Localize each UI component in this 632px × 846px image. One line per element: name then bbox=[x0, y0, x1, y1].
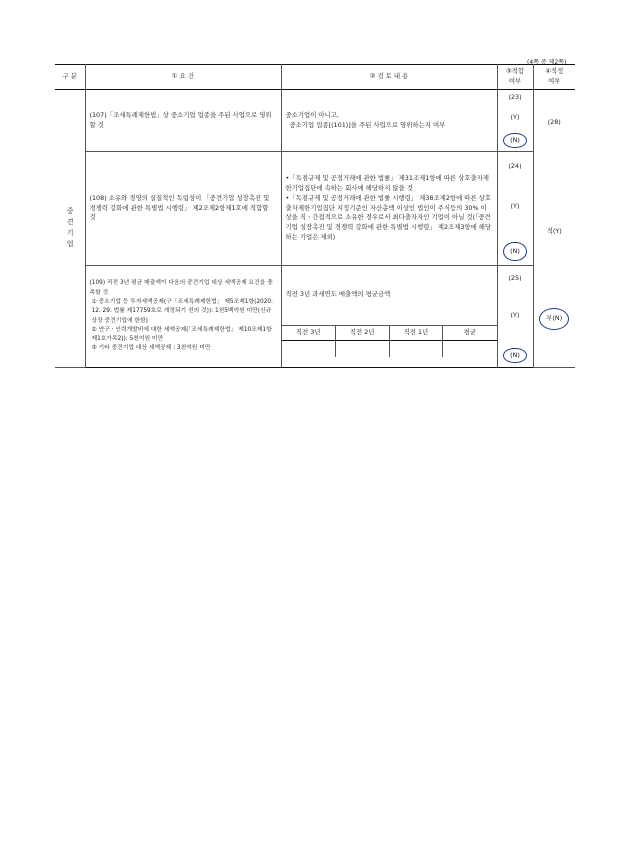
answer-yes-25[interactable]: (Y) bbox=[510, 310, 520, 319]
answer-unsuitable-circled[interactable]: 부(N) bbox=[539, 308, 569, 330]
code-28: (28) bbox=[547, 117, 561, 126]
requirement-108: (108) 소유와 경영의 실질적인 독립성이 「중견기업 성장촉진 및 경쟁력 강화에 관한 특별법 시행령」 제2조제2항제1호에 적합할 것 bbox=[85, 152, 281, 266]
review-107-line1: 중소기업이 아니고, bbox=[285, 110, 339, 119]
code-23: (23) bbox=[508, 92, 522, 101]
answer-yes-23[interactable]: (Y) bbox=[510, 112, 520, 121]
table-row bbox=[55, 152, 575, 266]
requirement-109-item2: ② 연구ㆍ인력개발비에 대한 세액공제(「조세특례제한법」 제10조제1항제1호가목2)): 5천억원 미만 bbox=[91, 326, 272, 343]
header-suitability bbox=[497, 65, 533, 90]
table-header-row bbox=[55, 65, 575, 90]
sales-table bbox=[282, 325, 497, 357]
sales-header-3y: 직전 3년 bbox=[282, 326, 336, 341]
sales-header-2y: 직전 2년 bbox=[335, 326, 389, 341]
sales-value-2y[interactable] bbox=[335, 341, 389, 358]
review-109-text: 직전 3년 과세연도 매출액의 평균금액 bbox=[285, 289, 391, 298]
sales-value-row bbox=[282, 341, 497, 358]
overall-adequacy bbox=[533, 90, 575, 368]
header-suitability-line1: ③적합 bbox=[505, 67, 525, 76]
requirement-109-title: (109) 직전 3년 평균 매출액이 다음의 중견기업 대상 세액공제 요건을 충족할 것 bbox=[89, 280, 273, 296]
answer-no-24-circled[interactable]: (N) bbox=[503, 242, 527, 262]
header-requirement: ① 요 건 bbox=[85, 65, 281, 90]
answer-no-23-circled[interactable]: (N) bbox=[503, 133, 527, 149]
review-109 bbox=[281, 266, 497, 368]
requirement-107: (107)「조세특례제한법」상 중소기업 업종을 주된 사업으로 영위할 것 bbox=[85, 90, 281, 152]
code-25: (25) bbox=[508, 273, 522, 282]
sales-header-1y: 직전 1년 bbox=[389, 326, 443, 341]
header-adequacy-line2: 여부 bbox=[548, 77, 561, 85]
mid-sized-company-checklist-table bbox=[55, 64, 575, 368]
sales-value-1y[interactable] bbox=[389, 341, 443, 358]
answer-suitable[interactable]: 적(Y) bbox=[546, 227, 562, 236]
code-24: (24) bbox=[508, 161, 522, 170]
suitability-108 bbox=[497, 152, 533, 266]
header-category: 구 분 bbox=[55, 65, 85, 90]
suitability-109 bbox=[497, 266, 533, 368]
review-108 bbox=[281, 152, 497, 266]
review-108-bullet1: •「독점규제 및 공정거래에 관한 법률」 제31조제1항에 따른 상호출자제한기업집단에 속하는 회사에 해당하지 않을 것 bbox=[285, 173, 489, 192]
header-suitability-line2: 여부 bbox=[508, 77, 522, 85]
answer-no-25-circled[interactable]: (N) bbox=[503, 348, 527, 364]
page-number-note: (4쪽 중 제2쪽) bbox=[527, 59, 567, 66]
sales-header-row bbox=[282, 326, 497, 341]
requirement-109-item3: ③ 기타 중견기업 대상 세액공제 : 3천억원 미만 bbox=[91, 345, 211, 352]
sales-value-avg[interactable] bbox=[443, 341, 497, 358]
requirement-109 bbox=[85, 266, 281, 368]
header-review: ② 검 토 내 용 bbox=[281, 65, 497, 90]
sales-header-avg: 평균 bbox=[443, 326, 497, 341]
table-row bbox=[55, 90, 575, 152]
header-adequacy-line1: ④적정 bbox=[545, 67, 564, 76]
review-107 bbox=[281, 90, 497, 152]
review-107-line2: 중소기업 업종[(101)]을 주된 사업으로 영위하는지 여부 bbox=[289, 120, 446, 129]
sales-value-3y[interactable] bbox=[282, 341, 336, 358]
requirement-109-item1: ① 중소기업 등 투자세액공제(구「조세특례제한법」 제5조제1항(2020. 12. 29. 법률 제17759호로 개정되기 전의 것)): 1천5백억원 미만(신규상장 중견기업에 한함) bbox=[91, 298, 273, 324]
suitability-107 bbox=[497, 90, 533, 152]
category-label: 중견기업 bbox=[55, 90, 85, 368]
table-row bbox=[55, 266, 575, 368]
answer-yes-24[interactable]: (Y) bbox=[510, 201, 520, 210]
header-adequacy bbox=[533, 65, 575, 90]
review-108-bullet2: •「독점규제 및 공정거래에 관한 법률 시행령」 제38조제2항에 따른 상호출자제한기업집단 지정기준인 자산총액 이상인 법인이 주식등의 30% 이상을 직ㆍ간접적으로 소유한 경우로서 최다출자자인 기업이 아닐 것(「중견기업 성장촉진 및 경쟁력 강화에 관한 특별법 시행령」 제2조제3항에 해당하는 기업은 제외) bbox=[285, 193, 492, 242]
